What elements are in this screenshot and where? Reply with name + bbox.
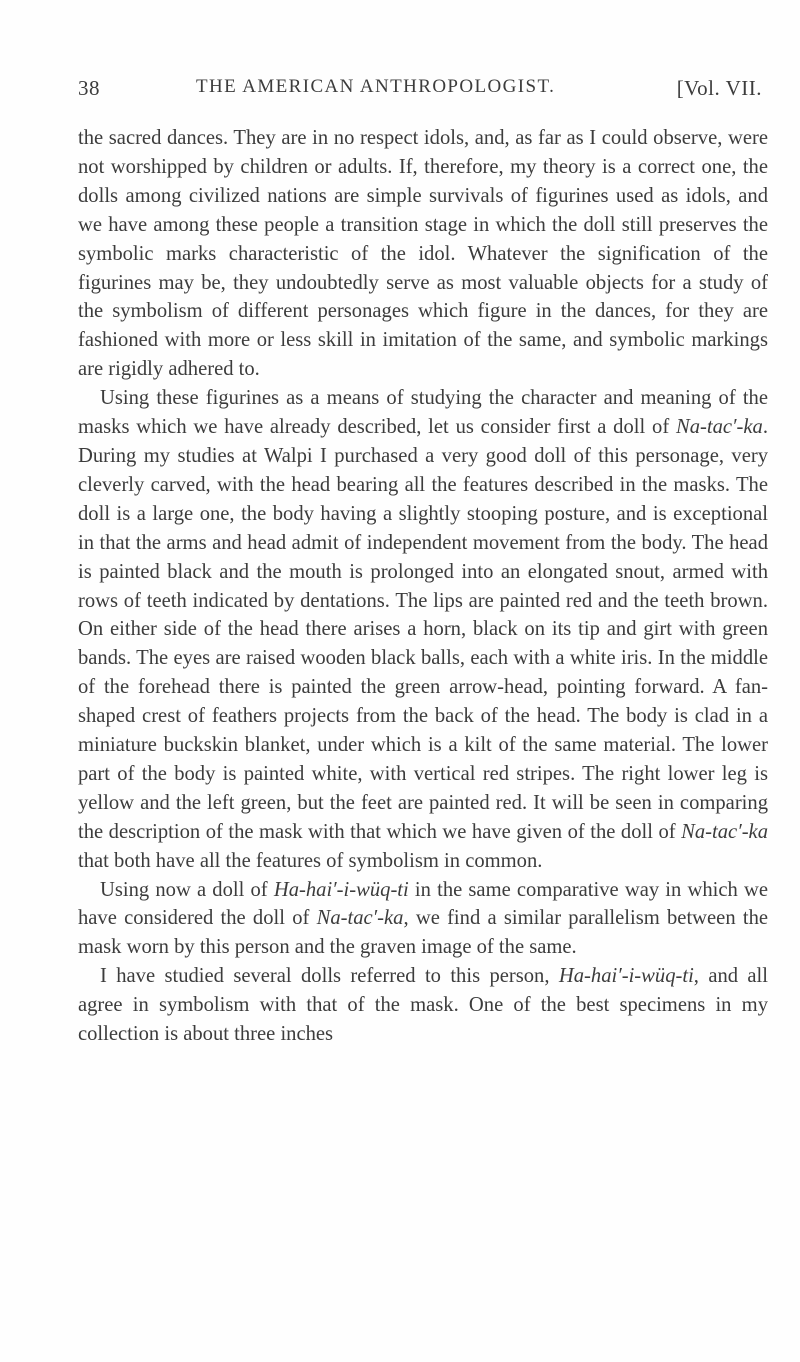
text-run: . During my studies at Walpi I purchased a very good doll of this personage, very cleverly carved, with the head bearing all the features described in the masks. The doll is a large one, the body having a slightly stooping posture, and is exceptional in that the arms and head admit of independent movement from the body. The head is painted black and the mouth is prolonged into an elongated snout, armed with rows of teeth indicated by dentations. The lips are painted red and the teeth brown. On either side of the head there arises a horn, black on its tip and girt with green bands. The eyes are raised wooden black balls, each with a white iris. In the middle of the forehead there is painted the green arrow-head, pointing forward. A fan-shaped crest of feathers projects from the back of the head. The body is clad in a miniature buckskin blanket, under which is a kilt of the same material. The lower part of the body is painted white, with vertical red stripes. The right lower leg is yellow and the left green, but the feet are painted red. It will be seen in comparing the description of the mask with that which we have given of the doll of xyxy=(78,416,768,843)
text-run: Using now a doll of xyxy=(100,878,274,901)
paragraph xyxy=(78,384,768,875)
italic-term: Na-tac′-ka xyxy=(316,907,404,930)
text-run: in the same comparative way in which we have considered the doll of xyxy=(78,878,768,930)
body-text xyxy=(78,124,768,1049)
text-run: the sacred dances. They are in no respect idols, and, as far as I could observe, were not worshipped by children or adults. If, therefore, my theory is a correct one, the dolls among civilized nations are simple survivals of figurines used as idols, and we have among these people a transition stage in which the doll still preserves the symbolic marks characteristic of the idol. Whatever the signification of the figurines may be, they undoubtedly serve as most valuable objects for a study of the symbolism of different personages which figure in the dances, for they are fashioned with more or less skill in imitation of the same, and symbolic markings are rigidly adhered to. xyxy=(78,127,768,381)
italic-term: Na-tac′-ka xyxy=(681,820,768,843)
paragraph xyxy=(78,962,768,1049)
paragraph xyxy=(78,124,768,384)
text-run: , we find a similar parallelism between the mask worn by this person and the graven image of the same. xyxy=(78,907,769,959)
italic-term: Na-tac′-ka xyxy=(675,416,763,439)
italic-term: Ha-hai′-i-wüq-ti xyxy=(558,965,694,988)
text-run: I have studied several dolls referred to this person, xyxy=(100,965,559,988)
text-run: that both have all the features of symbolism in common. xyxy=(78,849,543,872)
volume-label: [Vol. VII. xyxy=(676,76,762,100)
text-run: , and all agree in symbolism with that of the mask. One of the best specimens in my collection is about three inches xyxy=(78,965,768,1046)
running-header xyxy=(78,76,762,112)
journal-title: THE AMERICAN ANTHROPOLOGIST. xyxy=(196,76,556,97)
paragraph xyxy=(78,876,768,963)
page-number: 38 xyxy=(78,76,100,100)
text-run: Using these figurines as a means of studying the character and meaning of the masks which we have already described, let us consider first a doll of xyxy=(78,387,768,439)
italic-term: Ha-hai′-i-wüq-ti xyxy=(273,878,409,901)
